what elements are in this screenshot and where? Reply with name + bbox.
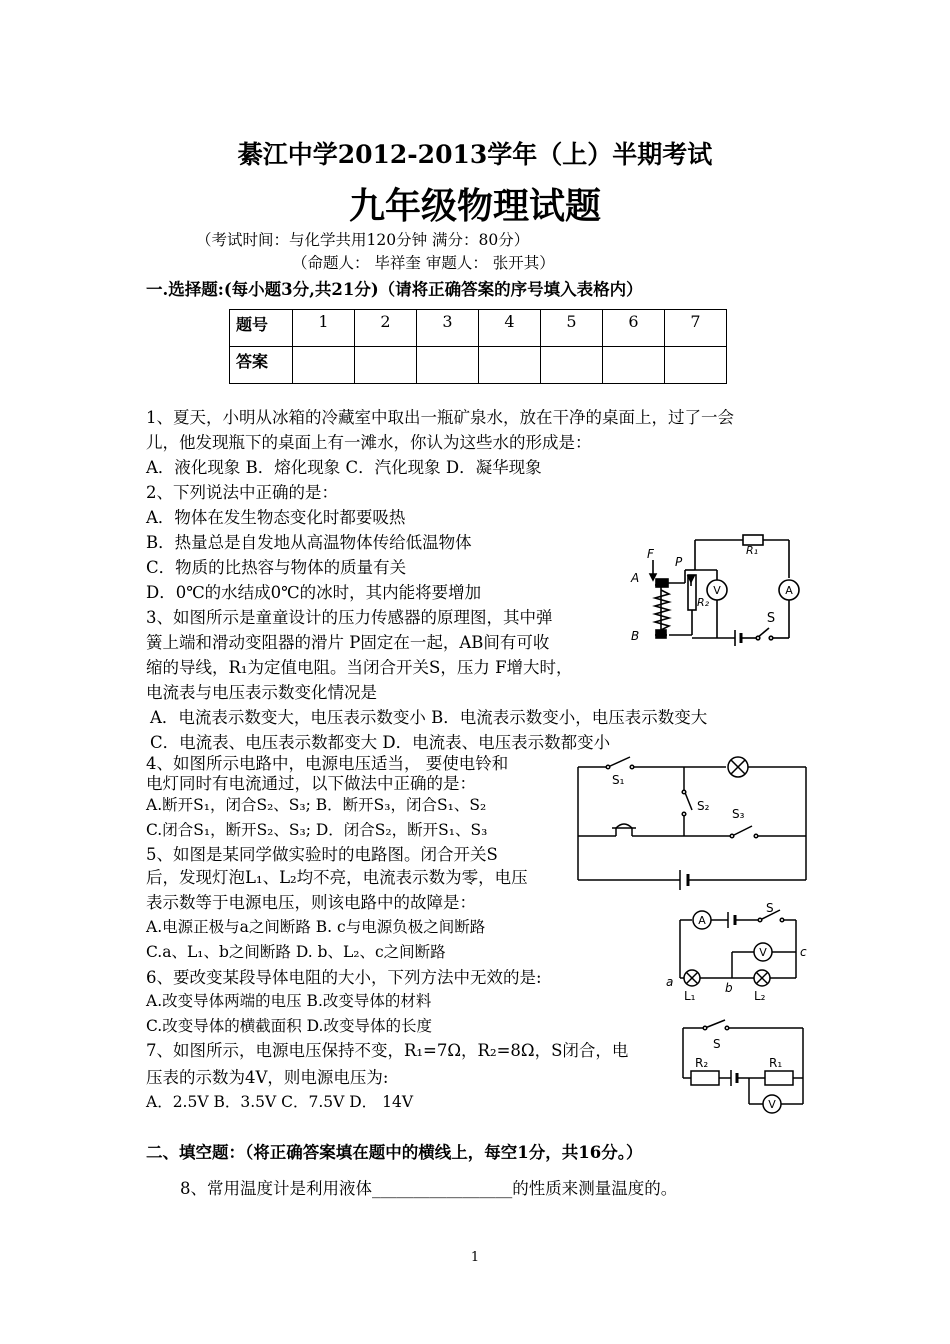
q6-options-ab: A.改变导体两端的电压 B.改变导体的材料 — [146, 992, 432, 1010]
q5-circuit-figure — [662, 900, 812, 1010]
fig4-label-s1: S₁ — [612, 773, 625, 787]
exam-school-title: 綦江中学2012-2013学年（上）半期考试 — [237, 140, 713, 169]
fig3-ammeter-a: A — [785, 584, 793, 597]
fig5-label-c: c — [800, 945, 807, 959]
q7-options: A．2.5V B．3.5V C．7.5V D． 14V — [146, 1093, 414, 1111]
q2-option-b: B．热量总是自发地从高温物体传给低温物体 — [146, 533, 472, 552]
table-row — [230, 310, 727, 347]
q5-line2: 后，发现灯泡L₁、L₂均不亮，电流表示数为零，电压 — [146, 868, 528, 887]
fig5-voltmeter-v: V — [759, 946, 767, 959]
fig5-label-a: a — [666, 975, 674, 989]
fig5-ammeter-a: A — [698, 914, 706, 927]
fig4-label-s3: S₃ — [732, 807, 745, 821]
answer-cell — [665, 347, 727, 384]
table-cell: 7 — [665, 310, 727, 347]
fig5-label-l1: L₁ — [684, 989, 696, 1003]
exam-authors: （命题人： 毕祥奎 审题人： 张开其） — [292, 254, 555, 272]
q2-option-c: C．物质的比热容与物体的质量有关 — [146, 558, 407, 577]
q6-stem: 6、要改变某段导体电阻的大小，下列方法中无效的是: — [146, 968, 542, 987]
answer-cell — [603, 347, 665, 384]
q4-line2: 电灯同时有电流通过，以下做法中正确的是： — [146, 774, 476, 793]
table-cell: 1 — [293, 310, 355, 347]
q7-line1: 7、如图所示，电源电压保持不变，R₁=7Ω，R₂=8Ω，S闭合，电 — [146, 1041, 629, 1060]
fig7-label-s: S — [713, 1037, 721, 1051]
q4-line1: 4、如图所示电路中，电源电压适当， 要使电铃和 — [146, 754, 509, 773]
q8-text: 8、常用温度计是利用液体_________________的性质来测量温度的。 — [180, 1179, 678, 1198]
table-header-cell: 答案 — [230, 347, 293, 384]
q4-options-cd: C.闭合S₁，断开S₂、S₃; D．闭合S₂，断开S₁、S₃ — [146, 821, 488, 839]
q3-options-cd: C．电流表、电压表示数都变大 D．电流表、电压表示数都变小 — [150, 733, 611, 752]
table-cell: 4 — [479, 310, 541, 347]
table-row — [230, 347, 727, 384]
section1-heading: 一.选择题:(每小题3分,共21分)（请将正确答案的序号填入表格内） — [146, 280, 643, 299]
table-cell: 5 — [541, 310, 603, 347]
q6-options-cd: C.改变导体的横截面积 D.改变导体的长度 — [146, 1017, 432, 1035]
fig3-voltmeter-v: V — [713, 584, 721, 597]
answer-cell — [479, 347, 541, 384]
fig5-label-l2: L₂ — [754, 989, 766, 1003]
q4-options-ab: A.断开S₁，闭合S₂、S₃; B．断开S₃，闭合S₁、S₂ — [146, 796, 487, 814]
section2-heading: 二、填空题：（将正确答案填在题中的横线上，每空1分，共16分。） — [146, 1143, 643, 1162]
q2-option-a: A．物体在发生物态变化时都要吸热 — [146, 508, 406, 527]
answer-cell — [293, 347, 355, 384]
fig3-label-f: F — [647, 547, 654, 561]
table-cell: 2 — [355, 310, 417, 347]
q5-options-cd: C.a、L₁、b之间断路 D. b、L₂、c之间断路 — [146, 943, 446, 961]
q1-line2: 儿，他发现瓶下的桌面上有一滩水，你认为这些水的形成是： — [146, 433, 592, 452]
answer-table — [229, 309, 727, 384]
q5-line3: 表示数等于电源电压，则该电路中的故障是： — [146, 893, 476, 912]
q5-line1: 5、如图是某同学做实验时的电路图。闭合开关S — [146, 845, 498, 864]
q3-circuit-figure — [625, 530, 810, 650]
fig7-label-r2: R₂ — [695, 1056, 709, 1070]
fig3-switch-s: S — [766, 611, 776, 626]
table-cell: 3 — [417, 310, 479, 347]
fig7-voltmeter-v: V — [768, 1098, 776, 1111]
q3-line4: 电流表与电压表示数变化情况是 — [146, 683, 377, 702]
q7-circuit-figure — [675, 1018, 815, 1118]
fig5-label-s: S — [766, 901, 774, 915]
q4-circuit-figure — [572, 752, 812, 892]
q3-options-ab: A．电流表示数变大，电压表示数变小 B．电流表示数变小，电压表示数变大 — [150, 708, 708, 727]
q2-stem: 2、下列说法中正确的是： — [146, 483, 338, 502]
answer-cell — [417, 347, 479, 384]
page-number: 1 — [470, 1250, 480, 1265]
fig4-label-s2: S₂ — [697, 799, 710, 813]
fig3-label-r1: R₁ — [746, 544, 759, 557]
table-cell: 6 — [603, 310, 665, 347]
fig3-label-p: P — [675, 555, 683, 569]
fig5-label-b: b — [725, 981, 733, 995]
q2-option-d: D．0℃的水结成0℃的冰时，其内能将要增加 — [146, 583, 482, 602]
q3-line3: 缩的导线，R₁为定值电阻。当闭合开关S，压力 F增大时， — [146, 658, 573, 677]
fig3-label-r2: R₂ — [697, 596, 710, 609]
q7-line2: 压表的示数为4V，则电源电压为: — [146, 1068, 389, 1087]
answer-cell — [355, 347, 417, 384]
q5-options-ab: A.电源正极与a之间断路 B. c与电源负极之间断路 — [146, 918, 486, 936]
fig3-label-a: A — [631, 571, 640, 585]
q1-line1: 1、夏天，小明从冰箱的冷藏室中取出一瓶矿泉水，放在干净的桌面上，过了一会 — [146, 408, 734, 427]
fig7-label-r1: R₁ — [769, 1056, 783, 1070]
q3-line2: 簧上端和滑动变阻器的滑片 P固定在一起，AB间有可收 — [146, 633, 550, 652]
table-header-cell: 题号 — [230, 310, 293, 347]
fig3-label-b: B — [631, 629, 640, 643]
q3-line1: 3、如图所示是童童设计的压力传感器的原理图，其中弹 — [146, 608, 553, 627]
exam-subject-title: 九年级物理试题 — [348, 185, 601, 227]
answer-cell — [541, 347, 603, 384]
q1-options: A．液化现象 B．熔化现象 C．汽化现象 D．凝华现象 — [146, 458, 542, 477]
exam-info: （考试时间：与化学共用120分钟 满分：80分） — [196, 231, 530, 249]
